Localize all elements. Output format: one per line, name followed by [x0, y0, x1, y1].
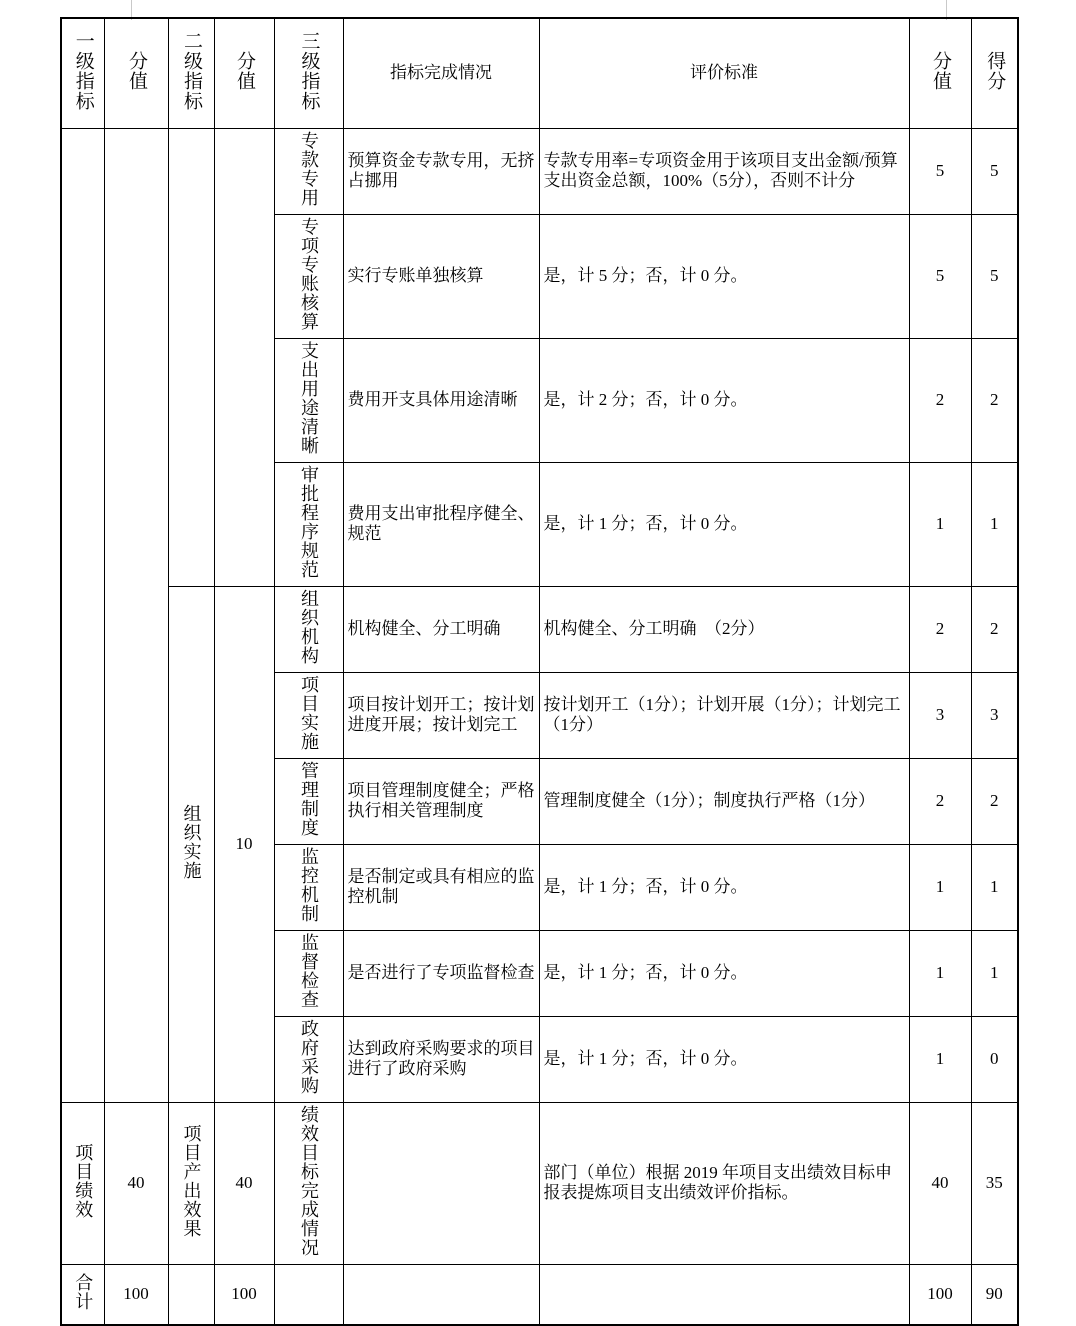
- cell-earned: 5: [971, 128, 1018, 214]
- header-points: 分值: [909, 18, 971, 128]
- cell-total-criteria: [539, 1265, 909, 1325]
- cell-level3: 监控机制: [274, 844, 343, 930]
- cell-completion: 项目按计划开工；按计划进度开展；按计划完工: [343, 672, 539, 758]
- cell-criteria: 按计划开工（1分）；计划开展（1分）；计划完工（1分）: [539, 672, 909, 758]
- cell-points: 1: [909, 930, 971, 1016]
- table-row-performance: [61, 1102, 1018, 1264]
- header-score1: 分值: [104, 18, 168, 128]
- performance-evaluation-table: [60, 17, 1019, 1326]
- header-level1: 一级指标: [61, 18, 104, 128]
- cell-earned-performance: 35: [971, 1102, 1018, 1264]
- cell-earned: 1: [971, 844, 1018, 930]
- cell-criteria: 是，计 1 分；否，计 0 分。: [539, 930, 909, 1016]
- cell-completion: 是否制定或具有相应的监控机制: [343, 844, 539, 930]
- cell-criteria: 管理制度健全（1分）；制度执行严格（1分）: [539, 758, 909, 844]
- header-criteria: 评价标准: [539, 18, 909, 128]
- cell-points: 3: [909, 672, 971, 758]
- table-header-row: [61, 18, 1018, 128]
- cell-level2-blank: [168, 128, 214, 586]
- cell-points: 5: [909, 128, 971, 214]
- cell-completion: 机构健全、分工明确: [343, 586, 539, 672]
- cell-points-performance: 40: [909, 1102, 971, 1264]
- cell-points: 1: [909, 1016, 971, 1102]
- cell-completion: 项目管理制度健全；严格执行相关管理制度: [343, 758, 539, 844]
- cell-earned: 2: [971, 338, 1018, 462]
- cell-level1-performance: 项目绩效: [61, 1102, 104, 1264]
- cell-earned: 2: [971, 586, 1018, 672]
- cell-points: 2: [909, 758, 971, 844]
- cell-level2-organization: 组织实施: [168, 586, 214, 1102]
- cell-level3: 项目实施: [274, 672, 343, 758]
- cell-score2-blank: [214, 128, 274, 586]
- cell-completion: 实行专账单独核算: [343, 214, 539, 338]
- cell-total-level3: [274, 1265, 343, 1325]
- cell-completion: 费用开支具体用途清晰: [343, 338, 539, 462]
- cell-total-earned: 90: [971, 1265, 1018, 1325]
- cell-total-completion: [343, 1265, 539, 1325]
- cell-level3: 管理制度: [274, 758, 343, 844]
- cell-earned: 2: [971, 758, 1018, 844]
- cell-completion: 费用支出审批程序健全、规范: [343, 462, 539, 586]
- cell-earned: 1: [971, 930, 1018, 1016]
- cell-score2-performance: 40: [214, 1102, 274, 1264]
- cell-criteria: 是，计 2 分；否，计 0 分。: [539, 338, 909, 462]
- cell-total-level2: [168, 1265, 214, 1325]
- cell-points: 1: [909, 844, 971, 930]
- cell-level3-performance: 绩效目标完成情况: [274, 1102, 343, 1264]
- table-row: [61, 128, 1018, 214]
- header-earned: 得分: [971, 18, 1018, 128]
- cell-total-score2: 100: [214, 1265, 274, 1325]
- cell-criteria: 是，计 1 分；否，计 0 分。: [539, 844, 909, 930]
- cell-total-points: 100: [909, 1265, 971, 1325]
- cell-level3: 政府采购: [274, 1016, 343, 1102]
- cell-score2-organization: 10: [214, 586, 274, 1102]
- header-level3: 三级指标: [274, 18, 343, 128]
- header-completion: 指标完成情况: [343, 18, 539, 128]
- cell-completion: 预算资金专款专用，无挤占挪用: [343, 128, 539, 214]
- cell-score1-performance: 40: [104, 1102, 168, 1264]
- cell-completion: 达到政府采购要求的项目进行了政府采购: [343, 1016, 539, 1102]
- table-row: [61, 586, 1018, 672]
- cell-criteria: 是，计 1 分；否，计 0 分。: [539, 1016, 909, 1102]
- cell-criteria-performance: 部门（单位）根据 2019 年项目支出绩效目标申报表提炼项目支出绩效评价指标。: [539, 1102, 909, 1264]
- cell-earned: 1: [971, 462, 1018, 586]
- cell-level3: 专款专用: [274, 128, 343, 214]
- cell-completion-performance: [343, 1102, 539, 1264]
- cell-points: 1: [909, 462, 971, 586]
- cell-earned: 3: [971, 672, 1018, 758]
- cell-earned: 5: [971, 214, 1018, 338]
- cell-criteria: 机构健全、分工明确 （2分）: [539, 586, 909, 672]
- cell-completion: 是否进行了专项监督检查: [343, 930, 539, 1016]
- cell-level3: 支出用途清晰: [274, 338, 343, 462]
- header-score2: 分值: [214, 18, 274, 128]
- cell-criteria: 是，计 1 分；否，计 0 分。: [539, 462, 909, 586]
- cell-level3: 组织机构: [274, 586, 343, 672]
- cell-level1-blank: [61, 128, 104, 1102]
- header-level2: 二级指标: [168, 18, 214, 128]
- cell-points: 2: [909, 338, 971, 462]
- cell-level2-performance: 项目产出效果: [168, 1102, 214, 1264]
- cell-level3: 监督检查: [274, 930, 343, 1016]
- cell-points: 5: [909, 214, 971, 338]
- cell-level3: 专项专账核算: [274, 214, 343, 338]
- cell-criteria: 是，计 5 分；否，计 0 分。: [539, 214, 909, 338]
- cell-total-label: 合计: [61, 1265, 104, 1325]
- cell-earned: 0: [971, 1016, 1018, 1102]
- table-row-total: [61, 1265, 1018, 1325]
- cell-score1-blank: [104, 128, 168, 1102]
- cell-points: 2: [909, 586, 971, 672]
- cell-total-score1: 100: [104, 1265, 168, 1325]
- cell-level3: 审批程序规范: [274, 462, 343, 586]
- cell-criteria: 专款专用率=专项资金用于该项目支出金额/预算支出资金总额，100%（5分），否则不计分: [539, 128, 909, 214]
